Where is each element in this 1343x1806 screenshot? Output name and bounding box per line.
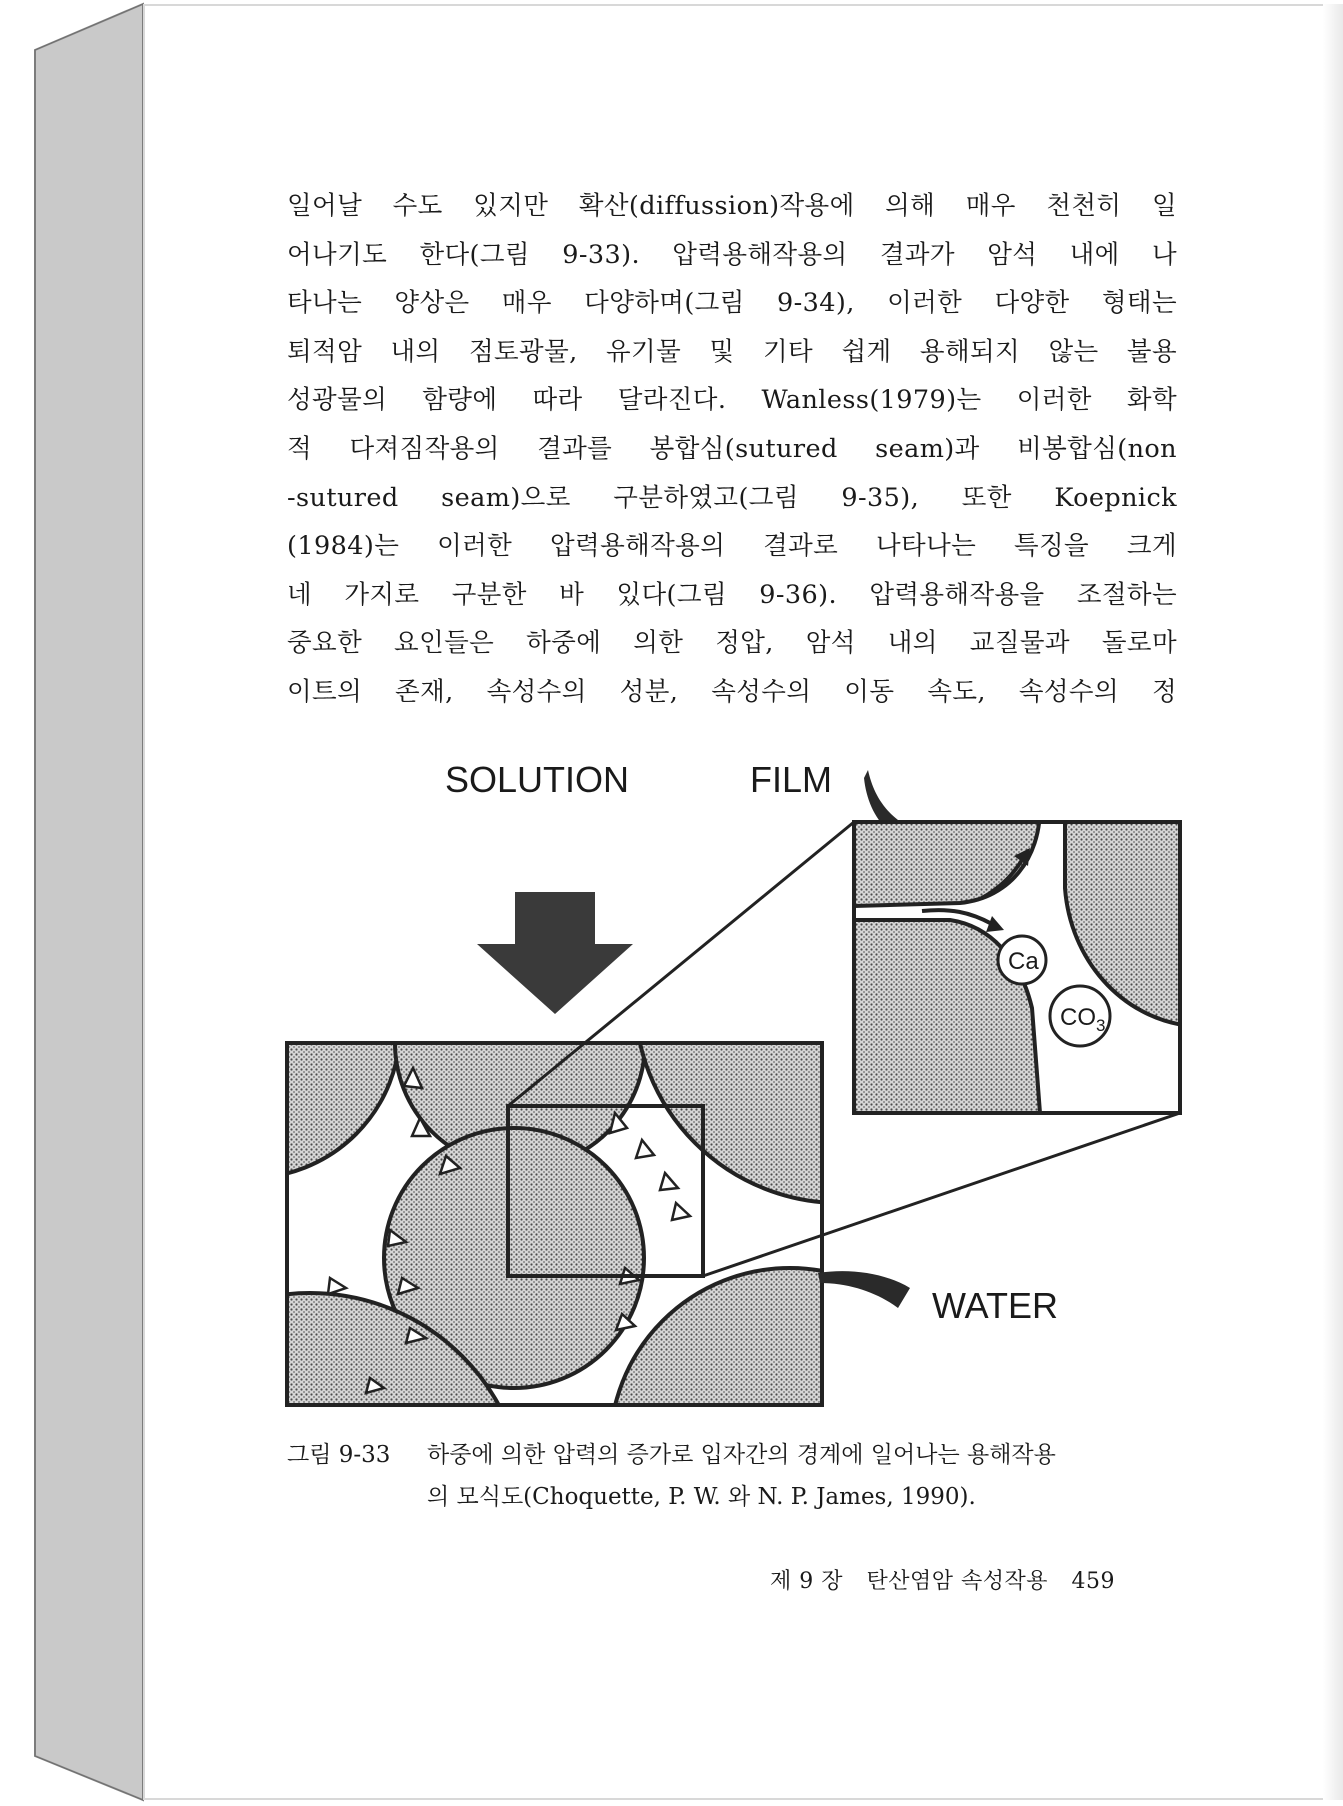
pressure-arrow: [477, 892, 633, 1014]
co3-label-sub: 3: [1096, 1016, 1106, 1035]
body-line: 이트의 존재, 속성수의 성분, 속성수의 이동 속도, 속성수의 정: [287, 676, 1177, 707]
page-number: 459: [1071, 1569, 1116, 1594]
water-pointer: [818, 1271, 910, 1308]
figure-caption: [287, 1434, 1177, 1518]
body-line: 중요한 요인들은 하중에 의한 정압, 암석 내의 교질물과 돌로마: [287, 628, 1177, 659]
body-line: -sutured seam)으로 구분하였고(그림 9-35), 또한 Koepnick: [287, 482, 1177, 513]
body-line: (1984)는 이러한 압력용해작용의 결과로 나타나는 특징을 크게: [287, 531, 1177, 562]
caption-line-1: [287, 1434, 1177, 1476]
pressure-solution-diagram: [270, 748, 1190, 1428]
water-label: WATER: [932, 1285, 1058, 1326]
page-edge: [1323, 4, 1343, 1800]
body-line: 일어날 수도 있지만 확산(diffussion)작용에 의해 매우 천천히 일: [287, 191, 1177, 221]
body-line: 어나기도 한다(그림 9-33). 압력용해작용의 결과가 암석 내에 나: [287, 239, 1177, 270]
body-line: 성광물의 함량에 따라 달라진다. Wanless(1979)는 이러한 화학: [287, 385, 1177, 416]
solution-label: SOLUTION: [445, 759, 630, 800]
body-line: 퇴적암 내의 점토광물, 유기물 및 기타 쉽게 용해되지 않는 불용: [287, 336, 1177, 367]
caption-text-1: 하중에 의한 압력의 증가로 입자간의 경계에 일어나는 용해작용: [427, 1442, 1056, 1468]
page-footer: [770, 1564, 1131, 1595]
chapter-label: 제 9 장: [770, 1569, 843, 1594]
caption-text-2: 의 모식도(Choquette, P. W. 와 N. P. James, 1990).: [427, 1484, 976, 1510]
chapter-title: 탄산염암 속성작용: [866, 1569, 1049, 1594]
caption-number: 그림 9-33: [287, 1442, 391, 1468]
co3-label-main: CO: [1060, 1004, 1096, 1031]
body-text: [287, 182, 1177, 717]
body-line: 타나는 양상은 매우 다양하며(그림 9-34), 이러한 다양한 형태는: [287, 288, 1177, 319]
film-label: FILM: [750, 759, 833, 800]
book-spine: [0, 0, 150, 1806]
body-line: 적 다져짐작용의 결과를 봉합심(sutured seam)과 비봉합심(non: [287, 433, 1177, 464]
ca-label: Ca: [1008, 948, 1039, 975]
body-line: 네 가지로 구분한 바 있다(그림 9-36). 압력용해작용을 조절하는: [287, 579, 1177, 610]
